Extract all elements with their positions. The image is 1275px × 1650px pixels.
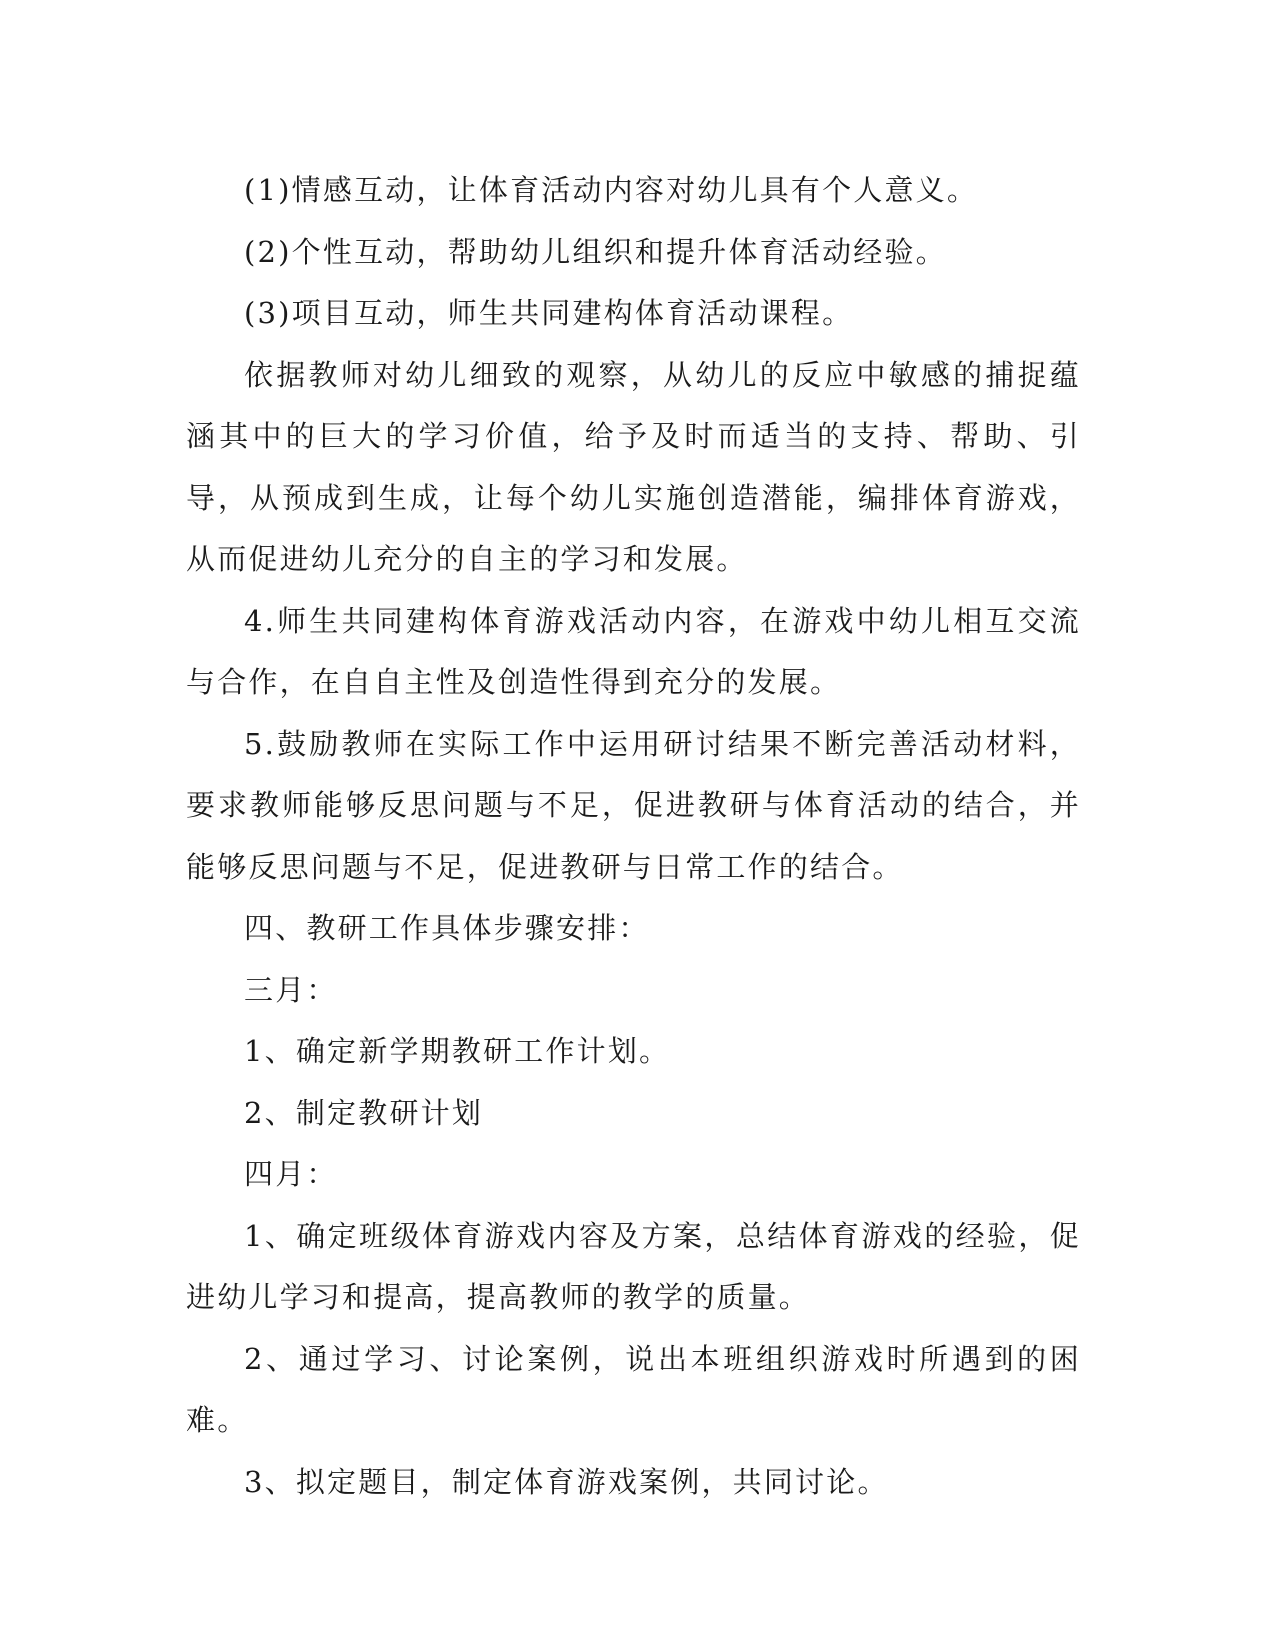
paragraph-interaction-2: (2)个性互动，帮助幼儿组织和提升体育活动经验。 [244,234,947,269]
paragraph-interaction-1: (1)情感互动，让体育活动内容对幼儿具有个人意义。 [244,173,979,207]
section-heading-steps: 四、教研工作具体步骤安排： [244,911,650,945]
april-item-3: 3、拟定题目，制定体育游戏案例，共同讨论。 [244,1464,889,1499]
paragraph-item-4: 4.师生共同建构体育游戏活动内容，在游戏中幼儿相互交流与合作，在自自主性及创造性得到充分的发展。 [186,603,1081,699]
march-item-1: 1、确定新学期教研工作计划。 [244,1034,671,1068]
march-item-2: 2、制定教研计划 [244,1095,484,1130]
paragraph-interaction-3: (3)项目互动，师生共同建构体育活动课程。 [244,296,854,330]
april-item-2: 2、通过学习、讨论案例，说出本班组织游戏时所遇到的困难。 [186,1341,1081,1437]
april-item-1: 1、确定班级体育游戏内容及方案，总结体育游戏的经验，促进幼儿学习和提高，提高教师的教学的质量。 [186,1218,1081,1314]
document-body [186,160,1081,1513]
paragraph-observation: 依据教师对幼儿细致的观察，从幼儿的反应中敏感的捕捉蕴涵其中的巨大的学习价值，给予及时而适当的支持、帮助、引导，从预成到生成，让每个幼儿实施创造潜能，编排体育游戏，从而促进幼儿充分的自主的学习和发展。 [186,357,1081,576]
month-heading-march: 三月： [244,972,338,1007]
paragraph-item-5: 5.鼓励教师在实际工作中运用研讨结果不断完善活动材料，要求教师能够反思问题与不足，促进教研与体育活动的结合，并能够反思问题与不足，促进教研与日常工作的结合。 [186,726,1081,884]
month-heading-april: 四月： [244,1157,338,1191]
